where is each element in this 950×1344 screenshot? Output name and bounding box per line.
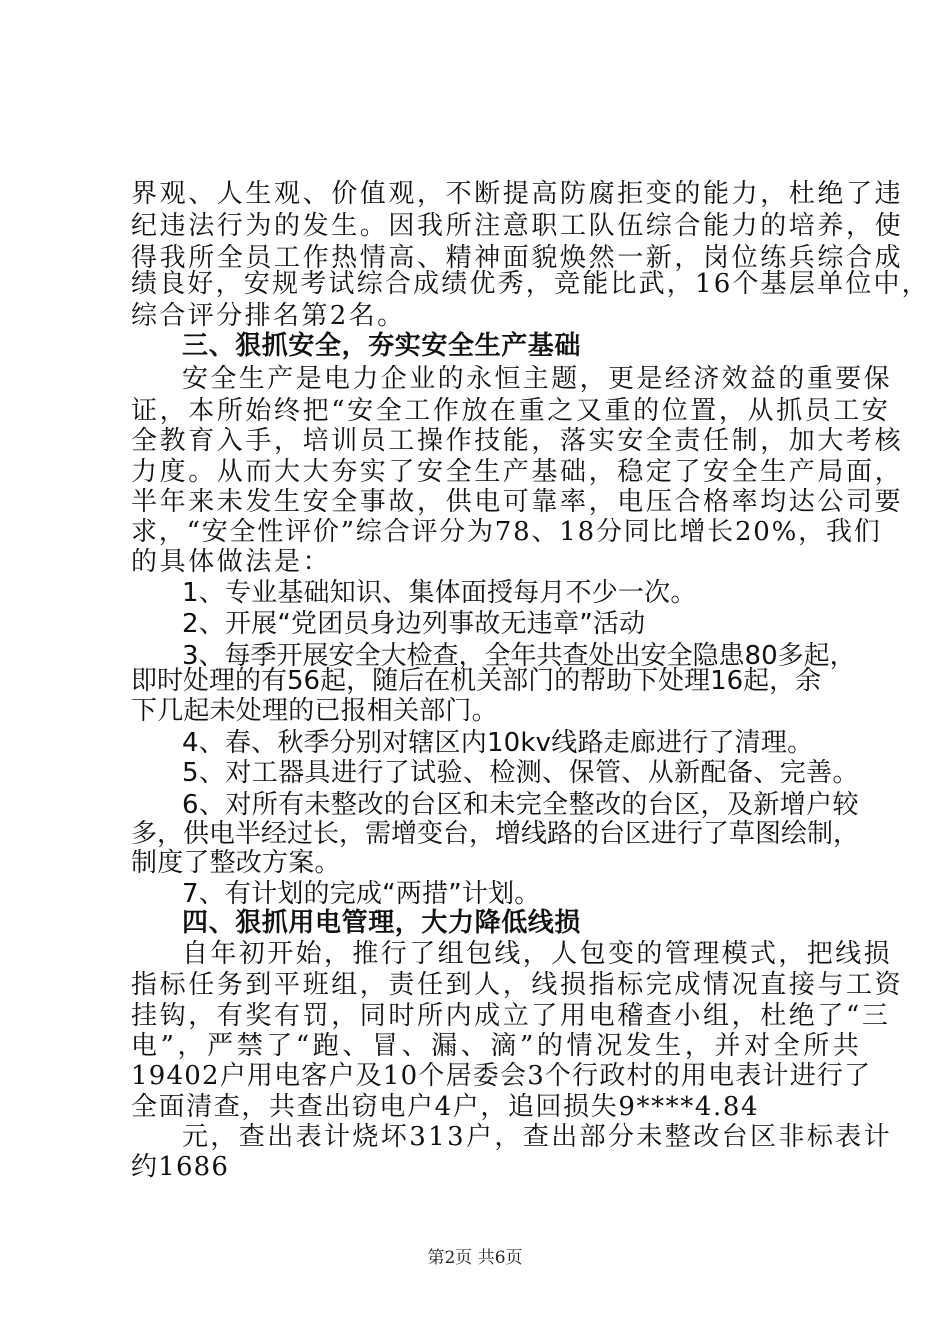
text-line: 界观、人生观、价值观，不断提高防腐拒变的能力，杜绝了违 [131,179,904,209]
text-line: 绩良好，安规考试综合成绩优秀，竞能比武，16个基层单位中， [131,269,930,299]
list-item: 7、有计划的完成“两措”计划。 [182,879,541,909]
text-line: 19402户用电客户及10个居委会3个行政村的用电表计进行了 [131,1061,872,1091]
list-item: 4、春、秋季分别对辖区内10kv线路走廊进行了清理。 [182,728,814,758]
section-heading: 四、狠抓用电管理，大力降低线损 [182,908,582,938]
text-line: 自年初开始，推行了组包线，人包变的管理模式，把线损 [182,939,893,969]
text-line: 下几起未处理的已报相关部门。 [131,696,498,726]
text-line: 全面清查，共查出窃电户4户，追回损失9****4.84 [131,1092,760,1122]
text-line: 全教育入手，培训员工操作技能，落实安全责任制，加大考核 [131,426,904,456]
text-line: 多，供电半经过长，需增变台，增线路的台区进行了草图绘制， [131,819,860,849]
list-item: 3、每季开展安全大检查，全年共查处出安全隐患80多起， [182,641,856,671]
text-line: 挂钩，有奖有罚，同时所内成立了用电稽查小组，杜绝了“三 [131,1001,891,1031]
text-line: 的具体做法是： [131,547,332,577]
text-line: 指标任务到平班组，责任到人，线损指标完成情况直接与工资 [131,970,904,1000]
page-number-footer: 第2页 共6页 [427,1248,523,1268]
text-line: 元，查出表计烧坏313户，查出部分未整改台区非标表计 [182,1122,893,1152]
text-line: 制度了整改方案。 [131,848,341,878]
list-item: 5、对工器具进行了试验、检测、保管、从新配备、完善。 [182,758,859,788]
text-line: 得我所全员工作热情高、精神面貌焕然一新，岗位练兵综合成 [131,243,904,273]
text-line: 纪违法行为的发生。因我所注意职工队伍综合能力的培养，使 [131,211,904,241]
list-item: 1、专业基础知识、集体面授每月不少一次。 [182,578,697,608]
text-line: 综合评分排名第2名。 [131,301,406,331]
text-line: 半年来未发生安全事故，供电可靠率，电压合格率均达公司要 [131,487,904,517]
text-line: 电”，严禁了“跑、冒、漏、滴”的情况发生，并对全所共 [131,1031,863,1061]
text-line: 力度。从而大大夯实了安全生产基础，稳定了安全生产局面， [131,457,904,487]
text-line: 求，“安全性评价”综合评分为78、18分同比增长20%，我们 [131,517,882,547]
section-heading: 三、狠抓安全，夯实安全生产基础 [182,331,582,361]
text-line: 约1686 [131,1152,230,1182]
text-line: 证，本所始终把“安全工作放在重之又重的位置，从抓员工安 [131,396,891,426]
text-line: 即时处理的有56起，随后在机关部门的帮助下处理16起，余 [131,666,822,696]
list-item: 2、开展“党团员身边列事故无违章”活动 [182,609,646,639]
list-item: 6、对所有未整改的台区和未完全整改的台区，及新增户较 [182,790,859,820]
text-line: 安全生产是电力企业的永恒主题，更是经济效益的重要保 [182,364,893,394]
